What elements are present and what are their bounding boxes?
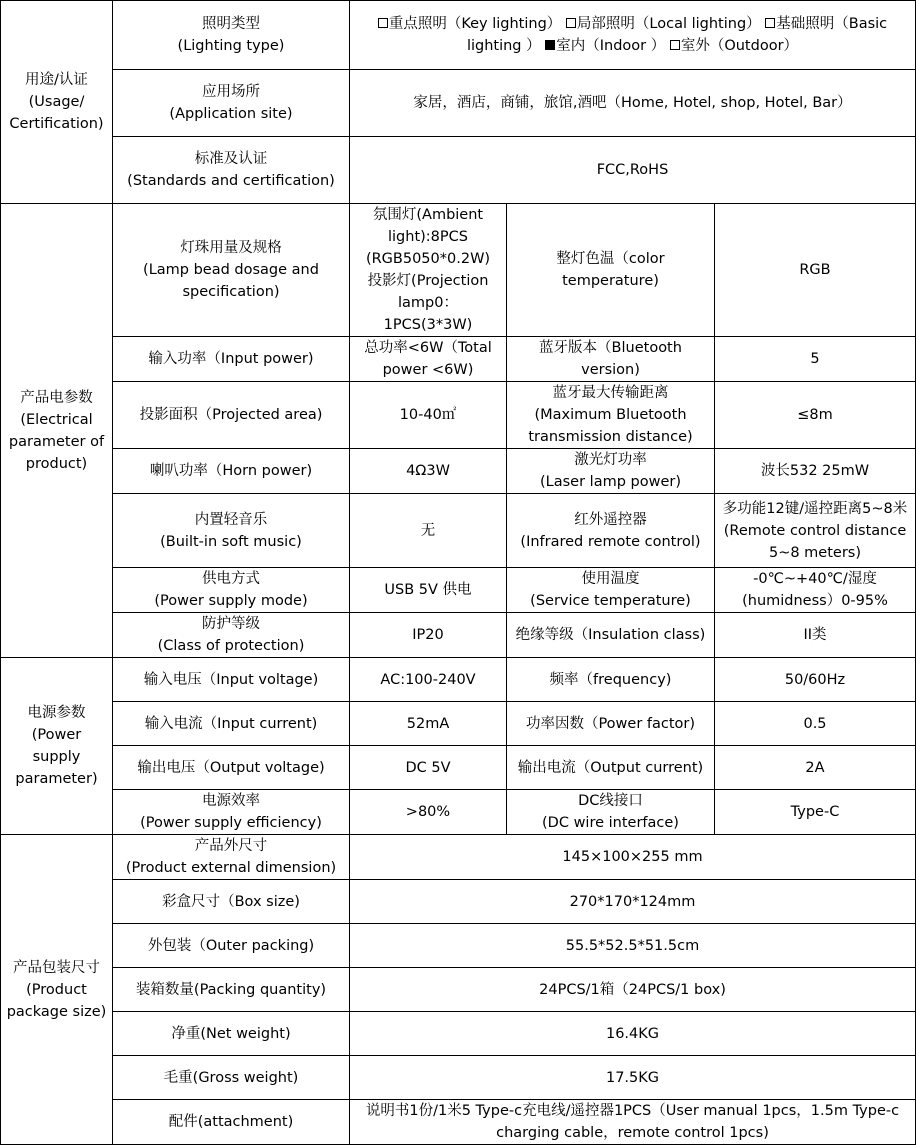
row-supply-mode xyxy=(1,568,916,613)
standards-value: FCC,RoHS xyxy=(350,137,916,204)
checkbox-icon xyxy=(670,40,680,50)
row-application xyxy=(1,70,916,137)
insulation-label: 绝缘等级（Insulation class) xyxy=(507,613,715,658)
color-temp-value: RGB xyxy=(715,204,916,337)
ir-label: 红外遥控器 (Infrared remote control) xyxy=(507,494,715,568)
input-current-label: 输入电流（Input current) xyxy=(113,702,350,746)
row-box-size xyxy=(1,880,916,924)
dc-interface-label: DC线接口 (DC wire interface) xyxy=(507,790,715,835)
supply-mode-label: 供电方式 (Power supply mode) xyxy=(113,568,350,613)
option-basic-lighting: 基础照明（Basic lighting ） xyxy=(466,16,888,54)
dimension-label: 产品外尺寸 (Product external dimension) xyxy=(113,835,350,880)
section-electrical-label: 产品电参数 (Electrical parameter of product) xyxy=(8,389,105,472)
row-outer-packing xyxy=(1,924,916,968)
lamp-bead-label: 灯珠用量及规格 (Lamp bead dosage and specification) xyxy=(113,204,350,337)
protection-value: IP20 xyxy=(350,613,507,658)
application-value: 家居，酒店，商铺，旅馆,酒吧（Home, Hotel, shop, Hotel, Bar） xyxy=(350,70,916,137)
input-voltage-label: 输入电压（Input voltage) xyxy=(113,658,350,702)
row-dimension xyxy=(1,835,916,880)
standards-label: 标准及认证 (Standards and certification) xyxy=(113,137,350,204)
protection-label: 防护等级 (Class of protection) xyxy=(113,613,350,658)
row-input-voltage xyxy=(1,658,916,702)
laser-label: 激光灯功率 (Laser lamp power) xyxy=(507,449,715,494)
supply-mode-value: USB 5V 供电 xyxy=(350,568,507,613)
music-value: 无 xyxy=(350,494,507,568)
power-factor-label: 功率因数（Power factor) xyxy=(507,702,715,746)
packing-qty-label: 装箱数量(Packing quantity) xyxy=(113,968,350,1012)
horn-power-label: 喇叭功率（Horn power) xyxy=(113,449,350,494)
row-input-current xyxy=(1,702,916,746)
row-lighting-type xyxy=(1,1,916,70)
checkbox-icon xyxy=(566,18,576,28)
row-attachment xyxy=(1,1100,916,1145)
row-efficiency xyxy=(1,790,916,835)
bt-distance-label: 蓝牙最大传输距离 (Maximum Bluetooth transmission distance) xyxy=(507,382,715,449)
insulation-value: II类 xyxy=(715,613,916,658)
input-voltage-value: AC:100-240V xyxy=(350,658,507,702)
lamp-bead-value: 氛围灯(Ambient light):8PCS (RGB5050*0.2W) 投影灯(Projection lamp0：1PCS(3*3W) xyxy=(350,204,507,337)
row-input-power xyxy=(1,337,916,382)
dimension-value: 145×100×255 mm xyxy=(350,835,916,880)
output-current-label: 输出电流（Output current) xyxy=(507,746,715,790)
input-current-value: 52mA xyxy=(350,702,507,746)
bluetooth-version-value: 5 xyxy=(715,337,916,382)
laser-value: 波长532 25mW xyxy=(715,449,916,494)
gross-weight-value: 17.5KG xyxy=(350,1056,916,1100)
net-weight-label: 净重(Net weight) xyxy=(113,1012,350,1056)
service-temp-value: -0℃~+40℃/湿度 (humidness）0-95% xyxy=(715,568,916,613)
service-temp-label: 使用温度 (Service temperature) xyxy=(507,568,715,613)
section-usage xyxy=(1,1,113,204)
box-size-value: 270*170*124mm xyxy=(350,880,916,924)
output-voltage-value: DC 5V xyxy=(350,746,507,790)
music-label: 内置轻音乐 (Built-in soft music) xyxy=(113,494,350,568)
box-size-label: 彩盒尺寸（Box size) xyxy=(113,880,350,924)
row-lamp-bead xyxy=(1,204,916,337)
row-output-voltage xyxy=(1,746,916,790)
attachment-value: 说明书1份/1米5 Type-c充电线/遥控器1PCS（User manual 1pcs，1.5m Type-c charging cable，remote control 1pcs) xyxy=(350,1100,916,1145)
option-local-lighting: 局部照明（Local lighting） xyxy=(566,16,761,32)
attachment-label: 配件(attachment) xyxy=(113,1100,350,1145)
section-electrical xyxy=(1,204,113,658)
lighting-type-options xyxy=(350,1,916,70)
row-horn-power xyxy=(1,449,916,494)
dc-interface-value: Type-C xyxy=(715,790,916,835)
section-package xyxy=(1,835,113,1145)
row-gross-weight xyxy=(1,1056,916,1100)
application-label: 应用场所 (Application site) xyxy=(113,70,350,137)
option-indoor: 室内（Indoor ） xyxy=(545,38,665,54)
horn-power-value: 4Ω3W xyxy=(350,449,507,494)
input-power-label: 输入功率（Input power) xyxy=(113,337,350,382)
section-power-label: 电源参数 (Power supply parameter) xyxy=(15,705,98,787)
section-power xyxy=(1,658,113,835)
net-weight-value: 16.4KG xyxy=(350,1012,916,1056)
outer-packing-label: 外包装（Outer packing) xyxy=(113,924,350,968)
output-current-value: 2A xyxy=(715,746,916,790)
option-outdoor: 室外（Outdoor） xyxy=(670,38,798,54)
row-protection xyxy=(1,613,916,658)
row-net-weight xyxy=(1,1012,916,1056)
checkbox-checked-icon xyxy=(545,40,555,50)
lighting-type-label: 照明类型 (Lighting type) xyxy=(113,1,350,70)
packing-qty-value: 24PCS/1箱（24PCS/1 box) xyxy=(350,968,916,1012)
gross-weight-label: 毛重(Gross weight) xyxy=(113,1056,350,1100)
frequency-label: 频率（frequency) xyxy=(507,658,715,702)
row-standards xyxy=(1,137,916,204)
outer-packing-value: 55.5*52.5*51.5cm xyxy=(350,924,916,968)
row-projected-area xyxy=(1,382,916,449)
efficiency-value: >80% xyxy=(350,790,507,835)
row-packing-qty xyxy=(1,968,916,1012)
option-key-lighting: 重点照明（Key lighting） xyxy=(378,16,561,32)
projected-area-label: 投影面积（Projected area) xyxy=(113,382,350,449)
power-factor-value: 0.5 xyxy=(715,702,916,746)
color-temp-label: 整灯色温（color temperature) xyxy=(507,204,715,337)
output-voltage-label: 输出电压（Output voltage) xyxy=(113,746,350,790)
section-usage-label: 用途/认证 (Usage/ Certification) xyxy=(9,72,104,132)
efficiency-label: 电源效率 (Power supply efficiency) xyxy=(113,790,350,835)
bt-distance-value: ≤8m xyxy=(715,382,916,449)
section-package-label: 产品包装尺寸 (Product package size) xyxy=(6,959,107,1020)
bluetooth-version-label: 蓝牙版本（Bluetooth version) xyxy=(507,337,715,382)
ir-value: 多功能12键/遥控距离5~8米 (Remote control distance 5~8 meters) xyxy=(715,494,916,568)
frequency-value: 50/60Hz xyxy=(715,658,916,702)
row-music xyxy=(1,494,916,568)
checkbox-icon xyxy=(378,18,388,28)
checkbox-icon xyxy=(765,18,775,28)
input-power-value: 总功率<6W（Total power <6W) xyxy=(350,337,507,382)
projected-area-value: 10-40㎡ xyxy=(350,382,507,449)
